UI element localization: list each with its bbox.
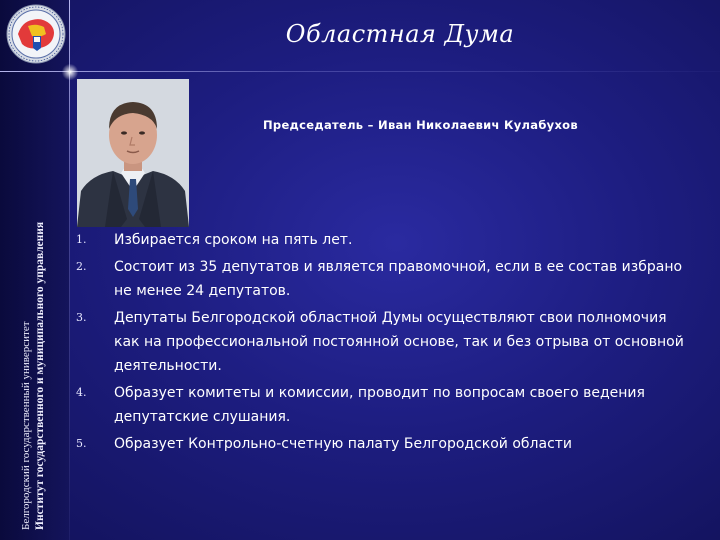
vertical-divider — [69, 0, 70, 540]
institute-name: Институт государственного и муниципального управления — [34, 221, 46, 530]
list-item-text: Избирается сроком на пять лет. — [114, 232, 353, 248]
chairman-caption: Председатель – Иван Николаевич Кулабухов — [263, 118, 578, 132]
chairman-portrait — [77, 79, 189, 227]
list-item-text: Состоит из 35 депутатов и является правомочной, если в ее состав избрано не менее 24 депутатов. — [114, 259, 683, 299]
list-item — [76, 228, 686, 252]
duma-facts-list — [76, 228, 686, 459]
list-item-number: 5. — [76, 437, 87, 450]
university-name: Белгородский государственный университет — [20, 321, 32, 530]
list-item — [76, 306, 686, 378]
university-emblem-icon — [6, 4, 66, 64]
list-item-number: 4. — [76, 386, 87, 399]
sidebar-vertical-caption — [20, 222, 47, 530]
portrait-drawing — [77, 79, 189, 227]
list-item — [76, 381, 686, 429]
page-title: Областная Дума — [285, 20, 515, 48]
list-item-text: Образует комитеты и комиссии, проводит по вопросам своего ведения депутатские слушания. — [114, 385, 645, 425]
list-item-text: Образует Контрольно-счетную палату Белгородской области — [114, 436, 573, 452]
list-item-number: 3. — [76, 311, 87, 324]
list-item-number: 2. — [76, 260, 87, 273]
list-item-number: 1. — [76, 233, 87, 246]
list-item — [76, 432, 686, 456]
list-item-text: Депутаты Белгородской областной Думы осуществляют свои полномочия как на профессиональной постоянной основе, так и без отрыва от основной деятельности. — [114, 310, 684, 374]
list-item — [76, 255, 686, 303]
horizontal-divider — [0, 71, 720, 72]
